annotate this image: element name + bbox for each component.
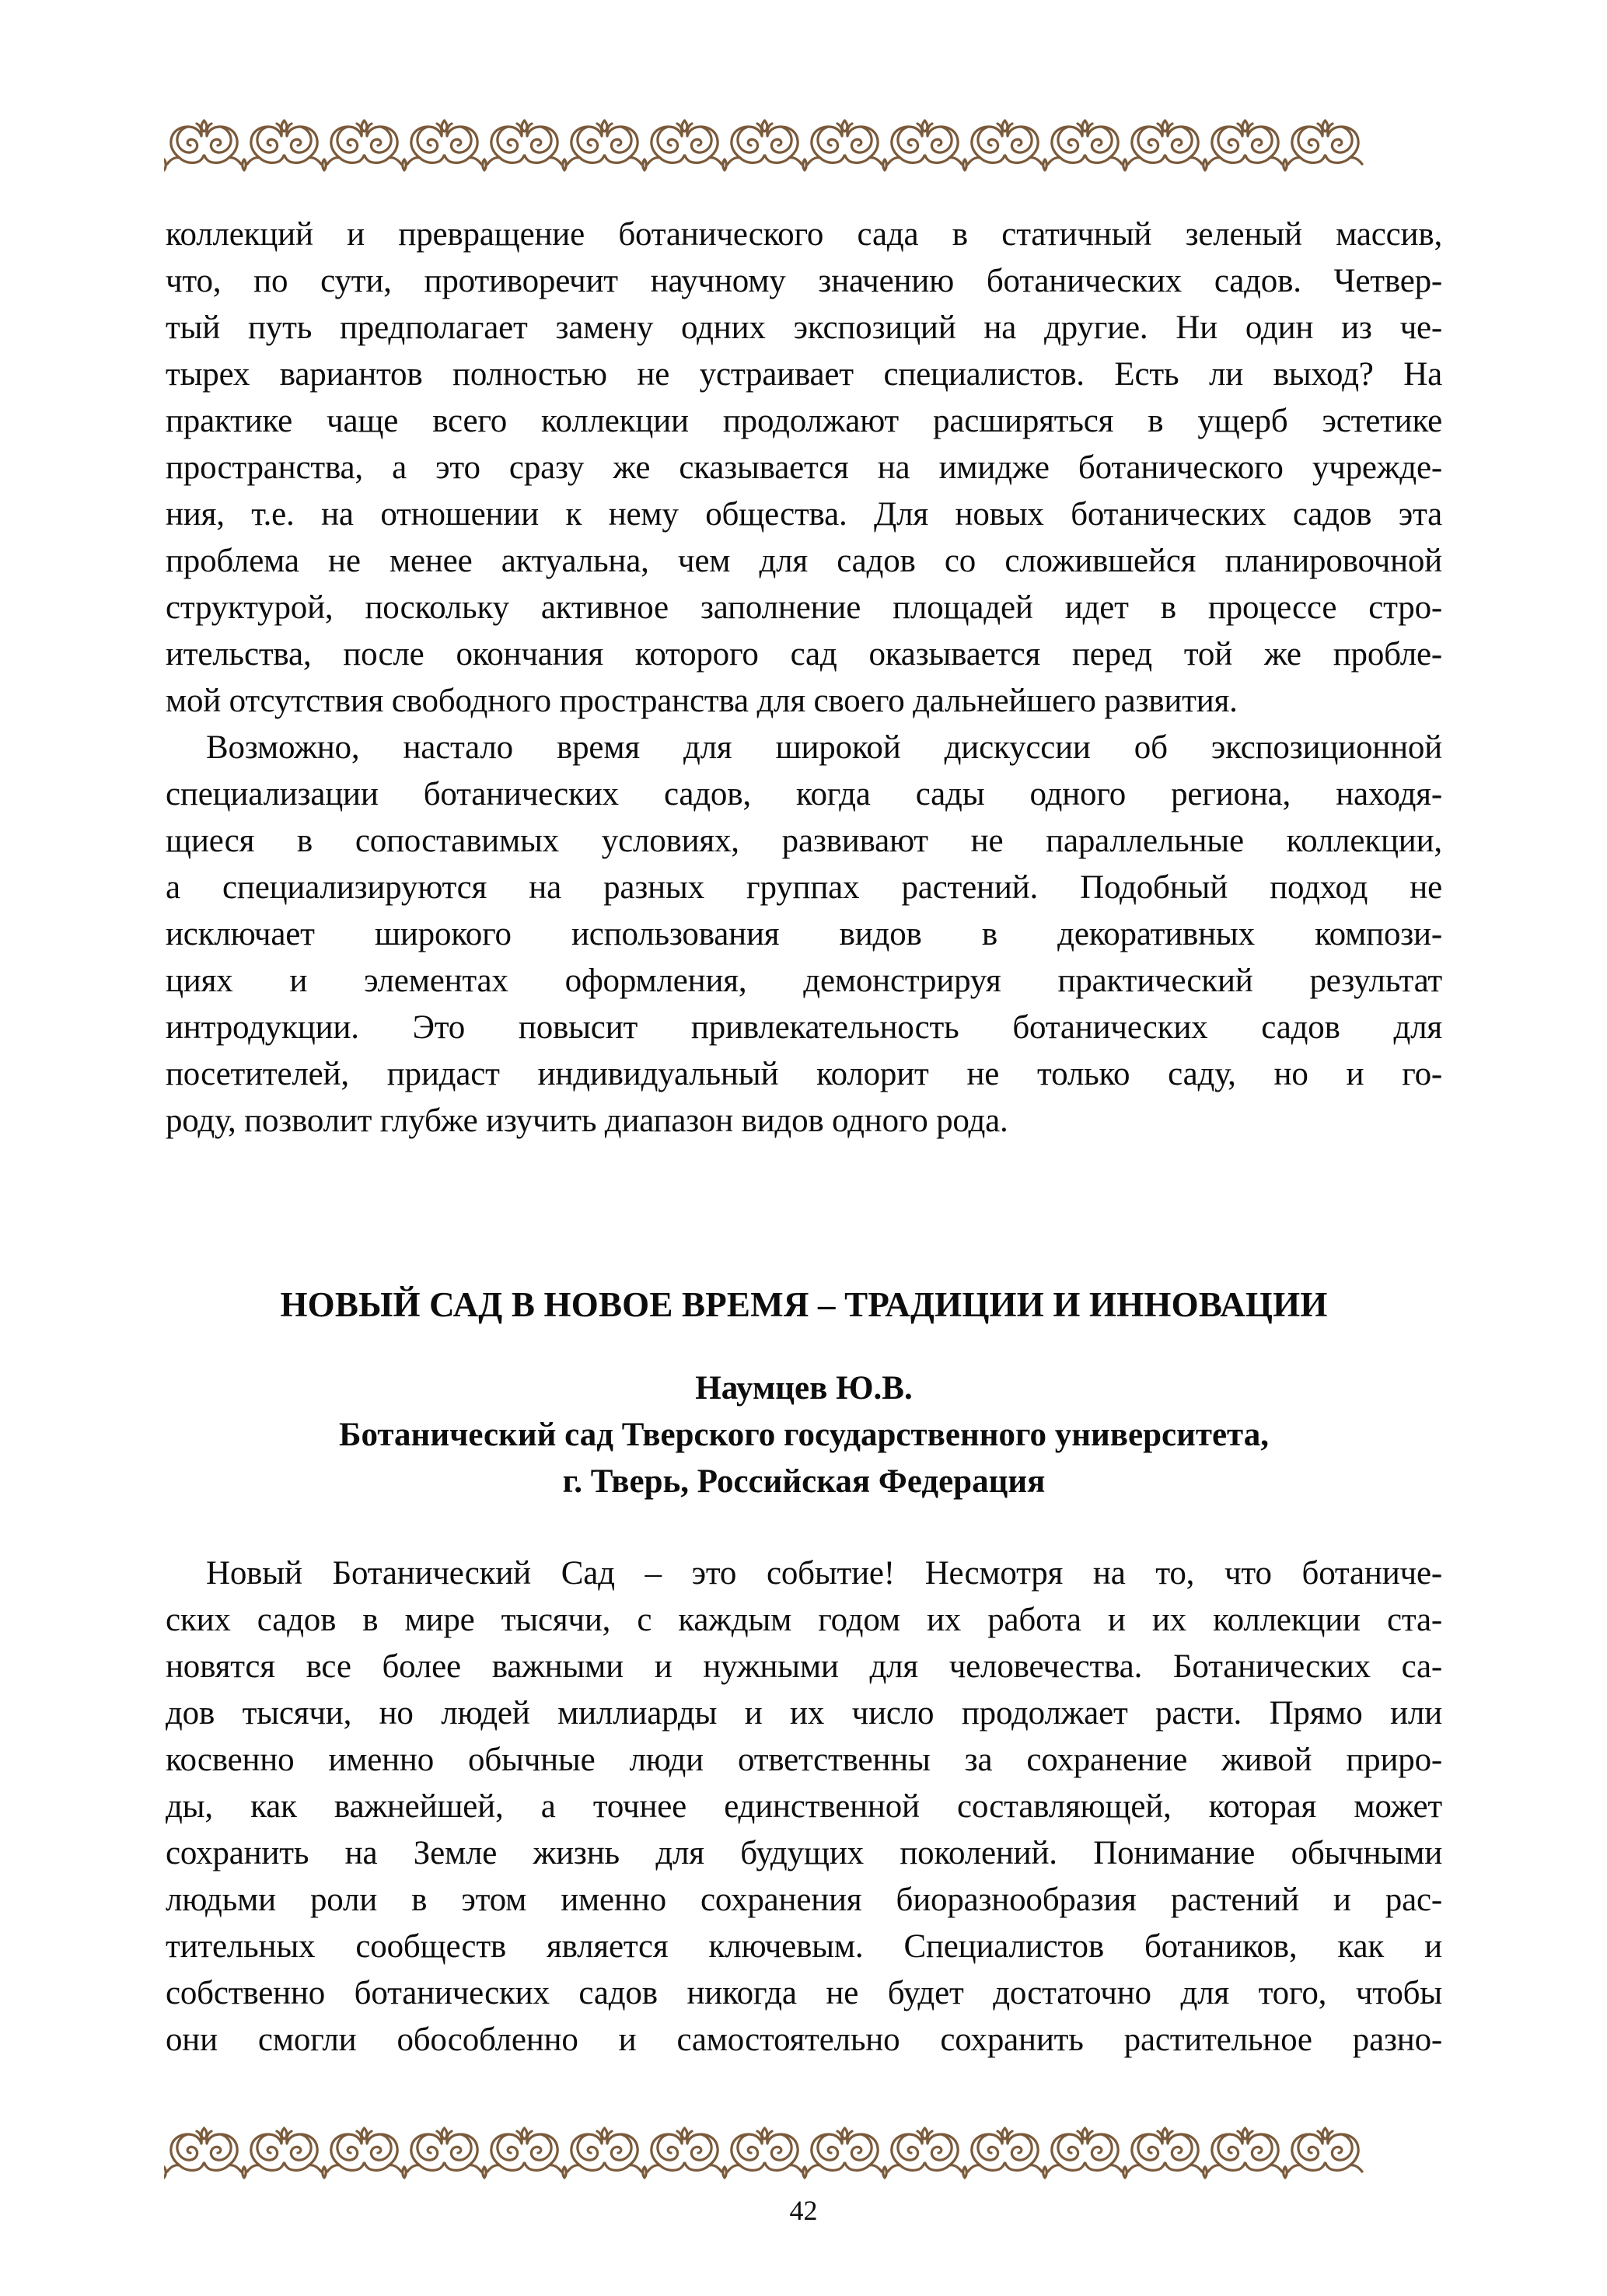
author-location: г. Тверь, Российская Федерация [562, 1463, 1046, 1500]
ornament-tip [483, 2167, 487, 2178]
ornament-unit [643, 2128, 721, 2178]
ornament-spiral-left [968, 2131, 1004, 2172]
ornament-spiral-right [605, 124, 641, 164]
ornament-unit [643, 121, 721, 170]
ornament-tip [803, 2167, 807, 2178]
ornament-spiral-right [204, 2131, 241, 2172]
ornament-spiral-left [167, 2131, 204, 2172]
ornament-tip [883, 159, 887, 170]
ornament-spiral-left [648, 2131, 684, 2172]
ornament-tip [723, 159, 727, 170]
ornament-unit [723, 2128, 802, 2178]
text-line: специализации ботанических садов, когда сады одного региона, находя- [166, 776, 1442, 813]
text-line: ских садов в мире тысячи, с каждым годом их работа и их коллекции ста- [166, 1602, 1442, 1638]
ornament-spiral-left [888, 2131, 924, 2172]
ornament-tip [243, 2167, 246, 2178]
text-line: собственно ботанических садов никогда не будет достаточно для того, чтобы [166, 1975, 1442, 2011]
ornament-spiral-right [925, 2131, 962, 2172]
ornament-spiral-left [648, 124, 684, 164]
page-number: 42 [789, 2195, 818, 2226]
ornament-spiral-right [204, 124, 241, 164]
ornament-spiral-right [685, 2131, 721, 2172]
ornament-unit [243, 2128, 321, 2178]
ornament-spiral-left [327, 124, 364, 164]
ornament-tip [723, 2167, 727, 2178]
text-line: пространства, а это сразу же сказывается на имидже ботанического учрежде- [166, 449, 1442, 486]
text-line: коллекций и превращение ботанического сада в статичный зеленый массив, [166, 216, 1442, 253]
ornament-spiral-left [568, 124, 604, 164]
ornament-spiral-left [487, 2131, 524, 2172]
ornament-spiral-left [407, 2131, 444, 2172]
ornament-drop [442, 2128, 447, 2139]
ornament-unit [883, 2128, 962, 2178]
ornament-drop [281, 2128, 287, 2139]
ornament-spiral-left [247, 124, 284, 164]
ornament-tip [403, 2167, 407, 2178]
ornament-spiral-left [327, 2131, 364, 2172]
text-line: практике чаще всего коллекции продолжают расширяться в ущерб эстетике [166, 403, 1442, 439]
text-line: сохранить на Земле жизнь для будущих поколений. Понимание обычными [166, 1835, 1442, 1871]
ornament-spiral-right [1326, 124, 1362, 164]
ornament-drop [842, 121, 847, 131]
ornament-unit [483, 121, 561, 170]
text-line: проблема не менее актуальна, чем для садов со сложившейся планировочной [166, 543, 1442, 579]
ornament-spiral-right [365, 124, 401, 164]
ornament-drop [201, 2128, 207, 2139]
ornament-spiral-right [925, 124, 962, 164]
article-body [166, 1550, 1442, 2064]
ornament-border-icon [164, 119, 1444, 172]
ornament-spiral-left [247, 2131, 284, 2172]
ornament-tip [1204, 2167, 1207, 2178]
ornament-spiral-right [685, 124, 721, 164]
text-line: дов тысячи, но людей миллиарды и их число продолжает расти. Прямо или [166, 1695, 1442, 1732]
ornament-border-top [164, 119, 1444, 172]
ornament-spiral-right [365, 2131, 401, 2172]
text-line: что, по сути, противоречит научному значению ботанических садов. Четвер- [166, 263, 1442, 299]
ornament-tip [164, 159, 166, 170]
ornament-tip [323, 159, 327, 170]
ornament-spiral-left [1288, 124, 1325, 164]
ornament-tip [403, 159, 407, 170]
ornament-drop [1322, 2128, 1328, 2139]
ornament-tip [323, 2167, 327, 2178]
ornament-drop [682, 2128, 687, 2139]
text-line: щиеся в сопоставимых условиях, развивают не параллельные коллекции, [166, 823, 1442, 859]
ornament-drop [762, 2128, 767, 2139]
text-line: ды, как важнейшей, а точнее единственной составляющей, которая может [166, 1788, 1442, 1825]
ornament-drop [442, 121, 447, 131]
ornament-tip [1284, 159, 1287, 170]
ornament-unit [403, 2128, 481, 2178]
text-line: структурой, поскольку активное заполнение площадей идет в процессе стро- [166, 589, 1442, 626]
ornament-unit [1043, 2128, 1122, 2178]
ornament-spiral-right [285, 2131, 321, 2172]
ornament-spiral-right [1165, 124, 1202, 164]
ornament-spiral-right [1165, 2131, 1202, 2172]
ornament-spiral-left [568, 2131, 604, 2172]
ornament-unit [1043, 121, 1122, 170]
paragraph [166, 1550, 1442, 2064]
ornament-tip [963, 2167, 967, 2178]
ornament-spiral-left [1048, 2131, 1085, 2172]
ornament-tip [563, 159, 567, 170]
ornament-drop [362, 121, 367, 131]
ornament-drop [602, 2128, 607, 2139]
text-line: ительства, после окончания которого сад оказывается перед той же пробле- [166, 636, 1442, 673]
text-line: тительных сообществ является ключевым. Специалистов ботаников, как и [166, 1928, 1442, 1965]
ornament-spiral-left [1048, 124, 1085, 164]
ornament-unit [1123, 2128, 1202, 2178]
ornament-unit [1123, 121, 1202, 170]
ornament-unit [803, 2128, 882, 2178]
ornament-spiral-right [765, 2131, 802, 2172]
ornament-spiral-left [888, 124, 924, 164]
ornament-tip [1043, 159, 1047, 170]
ornament-spiral-right [445, 124, 481, 164]
author-name: Наумцев Ю.В. [695, 1370, 913, 1407]
ornament-drop [842, 2128, 847, 2139]
author-affiliation: Ботанический сад Тверского государственного университета, [339, 1417, 1269, 1453]
ornament-tip [883, 2167, 887, 2178]
ornament-drop [201, 121, 207, 131]
ornament-spiral-right [1245, 124, 1282, 164]
ornament-spiral-right [765, 124, 802, 164]
ornament-drop [602, 121, 607, 131]
ornament-spiral-right [1005, 124, 1042, 164]
paragraph [166, 725, 1442, 1145]
ornament-tip [1043, 2167, 1047, 2178]
ornament-unit [803, 121, 882, 170]
ornament-spiral-left [167, 124, 204, 164]
text-line: интродукции. Это повысит привлекательность ботанических садов для [166, 1009, 1442, 1046]
ornament-drop [922, 121, 928, 131]
ornament-drop [682, 121, 687, 131]
ornament-drop [1322, 121, 1328, 131]
ornament-spiral-left [1128, 124, 1165, 164]
ornament-tip [643, 159, 647, 170]
ornament-tip [1284, 2167, 1287, 2178]
ornament-tip [643, 2167, 647, 2178]
text-line: циях и элементах оформления, демонстрируя практический результат [166, 963, 1442, 999]
ornament-unit [1284, 121, 1362, 170]
ornament-drop [522, 121, 527, 131]
ornament-spiral-right [525, 2131, 561, 2172]
ornament-spiral-right [1085, 2131, 1122, 2172]
ornament-drop [1082, 2128, 1088, 2139]
ornament-spiral-right [1326, 2131, 1362, 2172]
ornament-unit [963, 121, 1042, 170]
ornament-tip [1204, 159, 1207, 170]
ornament-drop [1002, 121, 1008, 131]
text-line: новятся все более важными и нужными для человечества. Ботанических са- [166, 1648, 1442, 1685]
ornament-tip [803, 159, 807, 170]
ornament-unit [563, 2128, 641, 2178]
text-line: тый путь предполагает замену одних экспозиций на другие. Ни один из че- [166, 309, 1442, 346]
ornament-spiral-left [1208, 124, 1245, 164]
ornament-unit [963, 2128, 1042, 2178]
ornament-unit [323, 121, 401, 170]
text-line: ния, т.е. на отношении к нему общества. Для новых ботанических садов эта [166, 496, 1442, 533]
ornament-border-bottom [164, 2127, 1444, 2179]
ornament-tip [563, 2167, 567, 2178]
ornament-tip [164, 2167, 166, 2178]
ornament-spiral-right [845, 2131, 882, 2172]
ornament-unit [164, 121, 241, 170]
ornament-spiral-right [445, 2131, 481, 2172]
ornament-spiral-left [968, 124, 1004, 164]
ornament-spiral-right [1005, 2131, 1042, 2172]
ornament-spiral-left [487, 124, 524, 164]
paragraph [166, 211, 1442, 725]
text-line: посетителей, придаст индивидуальный колорит не только саду, но и го- [166, 1056, 1442, 1092]
ornament-spiral-left [1288, 2131, 1325, 2172]
ornament-drop [1162, 121, 1168, 131]
ornament-unit [883, 121, 962, 170]
ornament-tip [243, 159, 246, 170]
ornament-drop [1002, 2128, 1008, 2139]
ornament-border-icon [164, 2127, 1444, 2179]
text-line: людьми роли в этом именно сохранения биоразнообразия растений и рас- [166, 1882, 1442, 1918]
text-line: Новый Ботанический Сад – это событие! Несмотря на то, что ботаниче- [206, 1555, 1442, 1592]
ornament-drop [1242, 2128, 1248, 2139]
ornament-drop [1242, 121, 1248, 131]
ornament-spiral-right [1245, 2131, 1282, 2172]
text-line: тырех вариантов полностью не устраивает специалистов. Есть ли выход? На [166, 356, 1442, 393]
text-line: мой отсутствия свободного пространства для своего дальнейшего развития. [166, 683, 1238, 719]
ornament-spiral-right [285, 124, 321, 164]
ornament-spiral-left [1208, 2131, 1245, 2172]
text-line: роду, позволит глубже изучить диапазон видов одного рода. [166, 1103, 1008, 1139]
ornament-drop [362, 2128, 367, 2139]
ornament-unit [563, 121, 641, 170]
ornament-drop [1162, 2128, 1168, 2139]
ornament-unit [1284, 2128, 1362, 2178]
ornament-drop [922, 2128, 928, 2139]
ornament-tip [483, 159, 487, 170]
ornament-tip [1123, 2167, 1127, 2178]
text-line: косвенно именно обычные люди ответственны за сохранение живой приро- [166, 1742, 1442, 1778]
ornament-drop [762, 121, 767, 131]
ornament-unit [403, 121, 481, 170]
ornament-spiral-left [728, 124, 764, 164]
ornament-spiral-left [808, 124, 844, 164]
ornament-drop [281, 121, 287, 131]
ornament-unit [323, 2128, 401, 2178]
ornament-spiral-left [728, 2131, 764, 2172]
ornament-unit [1204, 2128, 1282, 2178]
ornament-spiral-left [407, 124, 444, 164]
ornament-unit [723, 121, 802, 170]
ornament-tip [963, 159, 967, 170]
ornament-spiral-right [845, 124, 882, 164]
ornament-unit [1204, 121, 1282, 170]
text-line: они смогли обособленно и самостоятельно сохранить растительное разно- [166, 2022, 1442, 2058]
ornament-tip [1123, 159, 1127, 170]
ornament-drop [522, 2128, 527, 2139]
ornament-drop [1082, 121, 1088, 131]
ornament-spiral-left [808, 2131, 844, 2172]
ornament-unit [164, 2128, 241, 2178]
ornament-unit [243, 121, 321, 170]
text-line: а специализируются на разных группах растений. Подобный подход не [166, 869, 1442, 906]
continued-text [166, 211, 1442, 1145]
ornament-unit [483, 2128, 561, 2178]
ornament-spiral-right [1085, 124, 1122, 164]
ornament-spiral-left [1128, 2131, 1165, 2172]
text-line: исключает широкого использования видов в декоративных компози- [166, 916, 1442, 952]
ornament-spiral-right [525, 124, 561, 164]
text-line: Возможно, настало время для широкой дискуссии об экспозиционной [206, 729, 1442, 766]
ornament-spiral-right [605, 2131, 641, 2172]
article-title: НОВЫЙ САД В НОВОЕ ВРЕМЯ – ТРАДИЦИИ И ИННОВАЦИИ [280, 1285, 1328, 1324]
